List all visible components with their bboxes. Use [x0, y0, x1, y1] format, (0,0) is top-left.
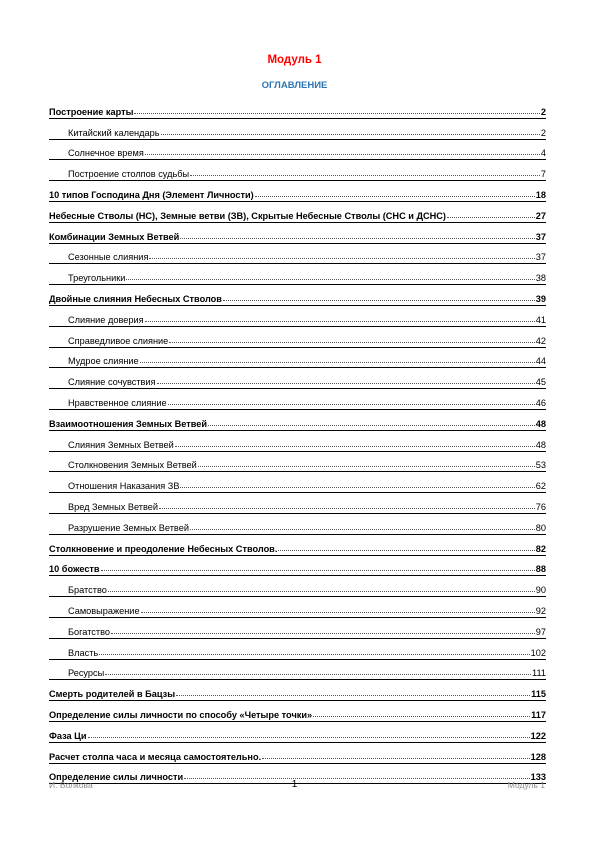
toc-dot-leader	[161, 134, 540, 135]
toc-section-entry[interactable]	[49, 701, 546, 722]
toc-entry-label: Справедливое слияние	[68, 335, 169, 346]
toc-dot-leader	[105, 674, 531, 675]
toc-entry-label: Власть	[68, 647, 99, 658]
toc-subsection-entry[interactable]	[49, 639, 546, 660]
toc-entry-label: Построение столпов судьбы	[68, 169, 190, 180]
toc-subsection-entry[interactable]	[49, 140, 546, 161]
toc-entry-page: 2	[540, 106, 546, 117]
toc-entry-page: 45	[535, 377, 546, 388]
toc-entry-label: Отношения Наказания ЗВ	[68, 481, 180, 492]
toc-entry-page: 92	[535, 605, 546, 616]
toc-entry-label: Братство	[68, 585, 107, 596]
toc-entry-page: 102	[530, 647, 546, 658]
toc-subsection-entry[interactable]	[49, 618, 546, 639]
footer-author: И. Волкова	[49, 780, 93, 790]
toc-entry-label: Небесные Стволы (НС), Земные ветви (ЗВ), Скрытые Небесные Стволы (СНС и ДСНС)	[49, 210, 446, 221]
toc-dot-leader	[198, 466, 535, 467]
toc-dot-leader	[108, 591, 535, 592]
toc-dot-leader	[140, 362, 535, 363]
toc-subsection-entry[interactable]	[49, 493, 546, 514]
toc-entry-page: 117	[531, 709, 546, 720]
toc-subsection-entry[interactable]	[49, 348, 546, 369]
toc-entry-page: 46	[535, 397, 546, 408]
toc-dot-leader	[145, 321, 535, 322]
toc-entry-label: Фаза Ци	[49, 730, 87, 741]
toc-subsection-entry[interactable]	[49, 514, 546, 535]
toc-subsection-entry[interactable]	[49, 119, 546, 140]
toc-dot-leader	[149, 258, 534, 259]
document-title: Модуль 1	[267, 54, 322, 66]
toc-subsection-entry[interactable]	[49, 431, 546, 452]
toc-subsection-entry[interactable]	[49, 576, 546, 597]
toc-section-entry[interactable]	[49, 410, 546, 431]
toc-entry-page: 90	[535, 585, 546, 596]
toc-subsection-entry[interactable]	[49, 597, 546, 618]
toc-entry-page: 48	[535, 439, 546, 450]
toc-dot-leader	[176, 695, 530, 696]
toc-subsection-entry[interactable]	[49, 452, 546, 473]
toc-entry-page: 62	[535, 481, 546, 492]
toc-entry-label: Столкновения Земных Ветвей	[68, 460, 197, 471]
toc-entry-label: Солнечное время	[68, 148, 144, 159]
table-of-contents	[49, 98, 546, 784]
toc-dot-leader	[88, 737, 530, 738]
toc-entry-label: Нравственное слияние	[68, 397, 167, 408]
toc-entry-label: 10 типов Господина Дня (Элемент Личности)	[49, 189, 254, 200]
toc-entry-label: Самовыражение	[68, 605, 140, 616]
toc-entry-page: 18	[535, 189, 546, 200]
toc-entry-page: 7	[540, 169, 546, 180]
toc-entry-label: Двойные слияния Небесных Стволов	[49, 293, 222, 304]
toc-entry-page: 97	[535, 626, 546, 637]
toc-heading: ОГЛАВЛЕНИЕ	[261, 80, 328, 91]
toc-dot-leader	[169, 342, 534, 343]
toc-subsection-entry[interactable]	[49, 472, 546, 493]
toc-entry-label: Взаимоотношения Земных Ветвей	[49, 418, 208, 429]
toc-subsection-entry[interactable]	[49, 160, 546, 181]
toc-dot-leader	[157, 383, 535, 384]
toc-entry-label: Расчет столпа часа и месяца самостоятельно.	[49, 751, 262, 762]
toc-entry-label: Определение силы личности	[49, 772, 184, 783]
toc-entry-page: 88	[535, 564, 546, 575]
toc-section-entry[interactable]	[49, 181, 546, 202]
toc-dot-leader	[134, 113, 539, 114]
toc-dot-leader	[180, 238, 535, 239]
toc-entry-label: Богатство	[68, 626, 110, 637]
toc-entry-page: 37	[535, 252, 546, 263]
toc-entry-label: Комбинации Земных Ветвей	[49, 231, 180, 242]
toc-entry-label: 10 божеств	[49, 564, 100, 575]
footer-page-number: 1	[291, 779, 298, 790]
toc-entry-label: Мудрое слияние	[68, 356, 139, 367]
toc-dot-leader	[111, 633, 535, 634]
toc-entry-label: Треугольники	[68, 273, 126, 284]
toc-dot-leader	[145, 154, 540, 155]
toc-dot-leader	[190, 175, 540, 176]
toc-entry-page: 111	[532, 668, 546, 679]
toc-section-entry[interactable]	[49, 98, 546, 119]
toc-entry-label: Разрушение Земных Ветвей	[68, 522, 189, 533]
toc-entry-label: Слияния Земных Ветвей	[68, 439, 174, 450]
toc-entry-page: 39	[535, 293, 546, 304]
toc-subsection-entry[interactable]	[49, 244, 546, 265]
toc-subsection-entry[interactable]	[49, 327, 546, 348]
toc-section-entry[interactable]	[49, 285, 546, 306]
toc-dot-leader	[190, 529, 535, 530]
toc-dot-leader	[447, 217, 535, 218]
toc-dot-leader	[255, 196, 535, 197]
toc-entry-page: 2	[540, 127, 546, 138]
toc-section-entry[interactable]	[49, 556, 546, 577]
toc-entry-label: Смерть родителей в Бацзы	[49, 689, 176, 700]
toc-entry-page: 48	[535, 418, 546, 429]
toc-entry-label: Ресурсы	[68, 668, 105, 679]
toc-dot-leader	[180, 487, 534, 488]
toc-section-entry[interactable]	[49, 722, 546, 743]
toc-dot-leader	[262, 758, 530, 759]
toc-entry-page: 122	[530, 730, 546, 741]
footer-module: Модуль 1	[507, 780, 545, 790]
toc-entry-label: Столкновение и преодоление Небесных Стволов.	[49, 543, 278, 554]
toc-entry-label: Вред Земных Ветвей	[68, 501, 159, 512]
toc-entry-page: 115	[531, 689, 546, 700]
toc-entry-label: Китайский календарь	[68, 127, 160, 138]
toc-subsection-entry[interactable]	[49, 264, 546, 285]
toc-entry-page: 128	[530, 751, 546, 762]
toc-dot-leader	[175, 446, 535, 447]
toc-subsection-entry[interactable]	[49, 306, 546, 327]
toc-entry-page: 27	[535, 210, 546, 221]
toc-entry-page: 42	[535, 335, 546, 346]
toc-entry-page: 38	[535, 273, 546, 284]
toc-dot-leader	[278, 550, 534, 551]
toc-section-entry[interactable]	[49, 680, 546, 701]
toc-section-entry[interactable]	[49, 535, 546, 556]
toc-dot-leader	[141, 612, 535, 613]
toc-dot-leader	[126, 279, 534, 280]
toc-entry-page: 41	[535, 314, 546, 325]
toc-entry-page: 37	[535, 231, 546, 242]
toc-subsection-entry[interactable]	[49, 368, 546, 389]
toc-dot-leader	[159, 508, 535, 509]
toc-entry-page: 76	[535, 501, 546, 512]
toc-dot-leader	[313, 716, 530, 717]
toc-entry-label: Определение силы личности по способу «Четыре точки»	[49, 709, 313, 720]
toc-dot-leader	[101, 570, 535, 571]
toc-subsection-entry[interactable]	[49, 389, 546, 410]
toc-dot-leader	[223, 300, 535, 301]
toc-dot-leader	[168, 404, 535, 405]
toc-entry-page: 4	[540, 148, 546, 159]
toc-entry-label: Слияние сочувствия	[68, 377, 156, 388]
toc-entry-label: Построение карты	[49, 106, 134, 117]
toc-entry-page: 80	[535, 522, 546, 533]
toc-section-entry[interactable]	[49, 743, 546, 764]
toc-section-entry[interactable]	[49, 202, 546, 223]
toc-entry-page: 53	[535, 460, 546, 471]
toc-entry-page: 44	[535, 356, 546, 367]
toc-entry-label: Слияние доверия	[68, 314, 144, 325]
toc-subsection-entry[interactable]	[49, 660, 546, 681]
toc-section-entry[interactable]	[49, 223, 546, 244]
toc-entry-page: 82	[535, 543, 546, 554]
toc-entry-page: 133	[530, 772, 546, 783]
toc-dot-leader	[99, 654, 529, 655]
toc-entry-label: Сезонные слияния	[68, 252, 149, 263]
toc-dot-leader	[208, 425, 535, 426]
